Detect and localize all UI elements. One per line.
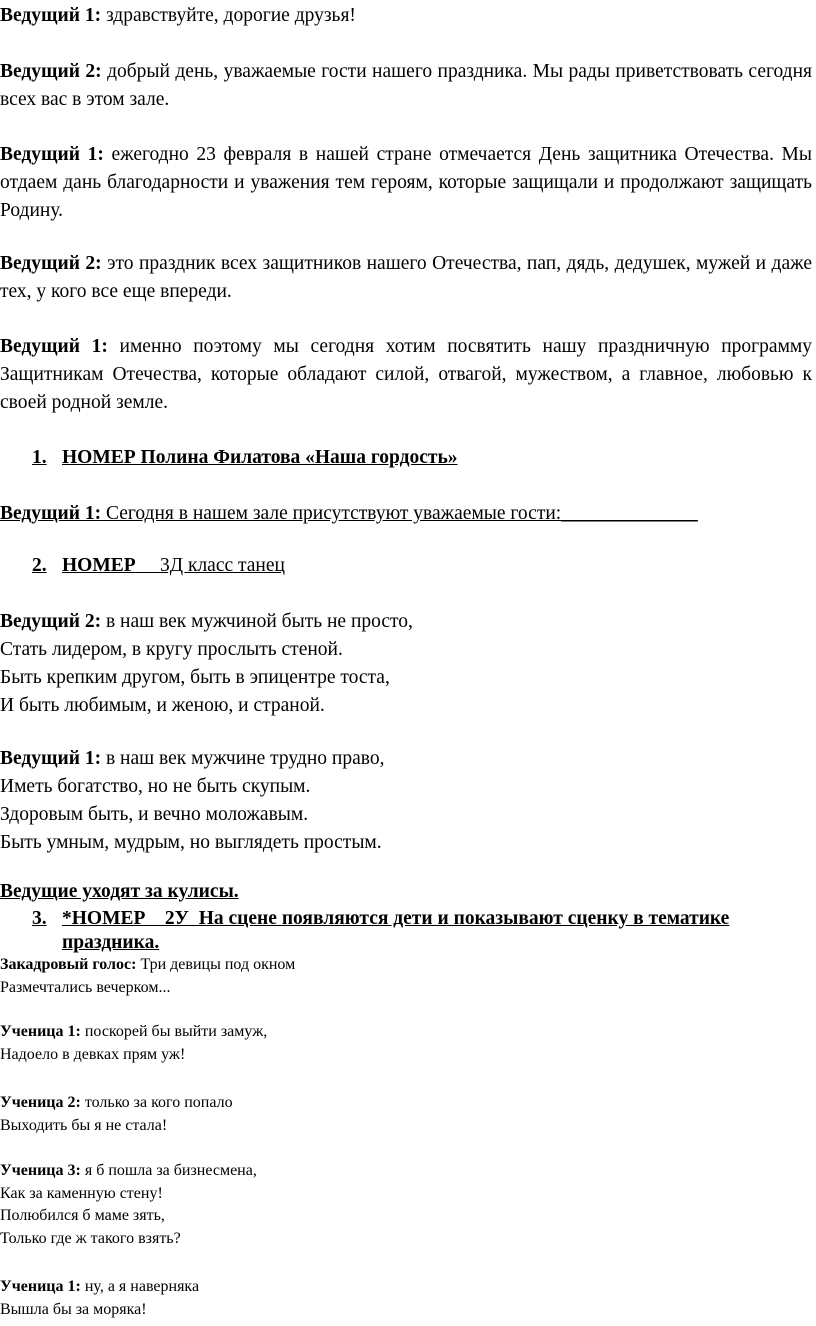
scene-student1 — [0, 1021, 600, 1066]
scene-student2 — [0, 1092, 600, 1137]
paragraph-guests — [0, 500, 812, 528]
speaker-label: Ученица 3: — [0, 1162, 81, 1179]
scene-line: Только где ж такого взять? — [0, 1229, 181, 1247]
poem-line: Быть крепким другом, быть в эпицентре тоста, — [0, 667, 390, 688]
paragraph-text: добрый день, уважаемые гости нашего праздника. Мы рады приветствовать сегодня всех вас в этом зале. — [0, 61, 813, 110]
stage-direction-exit: Ведущие уходят за кулисы. — [0, 881, 239, 902]
poem-line: Иметь богатство, но не быть скупым. — [0, 776, 311, 797]
paragraph-host2-defenders — [0, 250, 812, 306]
list-number: 3. — [32, 908, 47, 929]
list-item-text: *НОМЕР 2У На сцене появляются дети и показывают сценку в тематике праздника. — [62, 908, 730, 953]
scene-line: Выходить бы я не стала! — [0, 1116, 168, 1134]
speaker-label: Ведущий 2: — [0, 253, 102, 274]
paragraph-text: здравствуйте, дорогие друзья! — [105, 5, 356, 26]
scene-voice — [0, 954, 600, 999]
list-number: 1. — [32, 447, 47, 468]
paragraph-host1-dedication — [0, 333, 812, 417]
poem-line: Быть умным, мудрым, но выглядеть простым. — [0, 832, 382, 853]
speaker-label: Ведущий 2: — [0, 611, 102, 632]
poem-line: И быть любимым, и женою, и страной. — [0, 695, 325, 716]
poem-line: в наш век мужчиной быть не просто, — [105, 611, 413, 632]
list-number: 2. — [32, 555, 47, 576]
scene-line: Вышла бы за моряка! — [0, 1300, 147, 1318]
scene-student1-again — [0, 1276, 600, 1321]
poem-line: в наш век мужчине трудно право, — [105, 748, 385, 769]
speaker-label: Ведущий 1: — [0, 336, 108, 357]
scene-line: Три девицы под окном — [140, 956, 296, 973]
paragraph-host2-welcome — [0, 58, 812, 114]
scene-line: Полюбился б маме зять, — [0, 1207, 165, 1224]
speaker-label: Закадровый голос: — [0, 956, 137, 973]
speaker-label: Ведущий 1: — [0, 748, 102, 769]
paragraph-text: Сегодня в нашем зале присутствуют уважаемые гости:______________ — [105, 503, 698, 524]
paragraph-text: это праздник всех защитников нашего Отечества, пап, дядь, дедушек, мужей и даже тех, у кого все еще впереди. — [0, 253, 813, 302]
speaker-label: Ведущий 1: — [0, 144, 104, 165]
list-item-text: НОМЕР 3Д класс танец — [62, 555, 285, 576]
scene-line: поскорей бы выйти замуж, — [84, 1023, 268, 1040]
scene-line: Надоело в девках прям уж! — [0, 1045, 186, 1063]
scene-line: я б пошла за бизнесмена, — [84, 1162, 257, 1179]
speaker-label: Ученица 1: — [0, 1278, 81, 1295]
scene-line: Размечтались вечерком... — [0, 978, 171, 996]
speaker-label: Ведущий 2: — [0, 61, 102, 82]
paragraph-text: ежегодно 23 февраля в нашей стране отмечается День защитника Отечества. Мы отдаем дань благодарности и уважения тем героям, которые защищали и продолжают защищать Родину. — [0, 144, 813, 221]
scene-line: только за кого попало — [84, 1094, 233, 1111]
speaker-label: Ведущий 1: — [0, 503, 102, 524]
poem-host1 — [0, 745, 812, 857]
scene-student3 — [0, 1160, 600, 1250]
speaker-label: Ученица 2: — [0, 1094, 81, 1111]
list-item-text: НОМЕР Полина Филатова «Наша гордость» — [62, 447, 458, 468]
paragraph-host1-greeting — [0, 2, 812, 30]
scene-line: ну, а я наверняка — [84, 1278, 200, 1295]
poem-host2 — [0, 608, 812, 720]
paragraph-host1-feb23 — [0, 141, 812, 225]
poem-line: Стать лидером, в кругу прослыть стеной. — [0, 639, 343, 660]
poem-line: Здоровым быть, и вечно моложавым. — [0, 804, 309, 825]
speaker-label: Ведущий 1: — [0, 5, 102, 26]
paragraph-text: именно поэтому мы сегодня хотим посвятить нашу праздничную программу Защитникам Отечества, которые обладают силой, отвагой, мужеством, а главное, любовью к своей родной земле. — [0, 336, 812, 413]
scene-line: Как за каменную стену! — [0, 1184, 163, 1202]
speaker-label: Ученица 1: — [0, 1023, 81, 1040]
